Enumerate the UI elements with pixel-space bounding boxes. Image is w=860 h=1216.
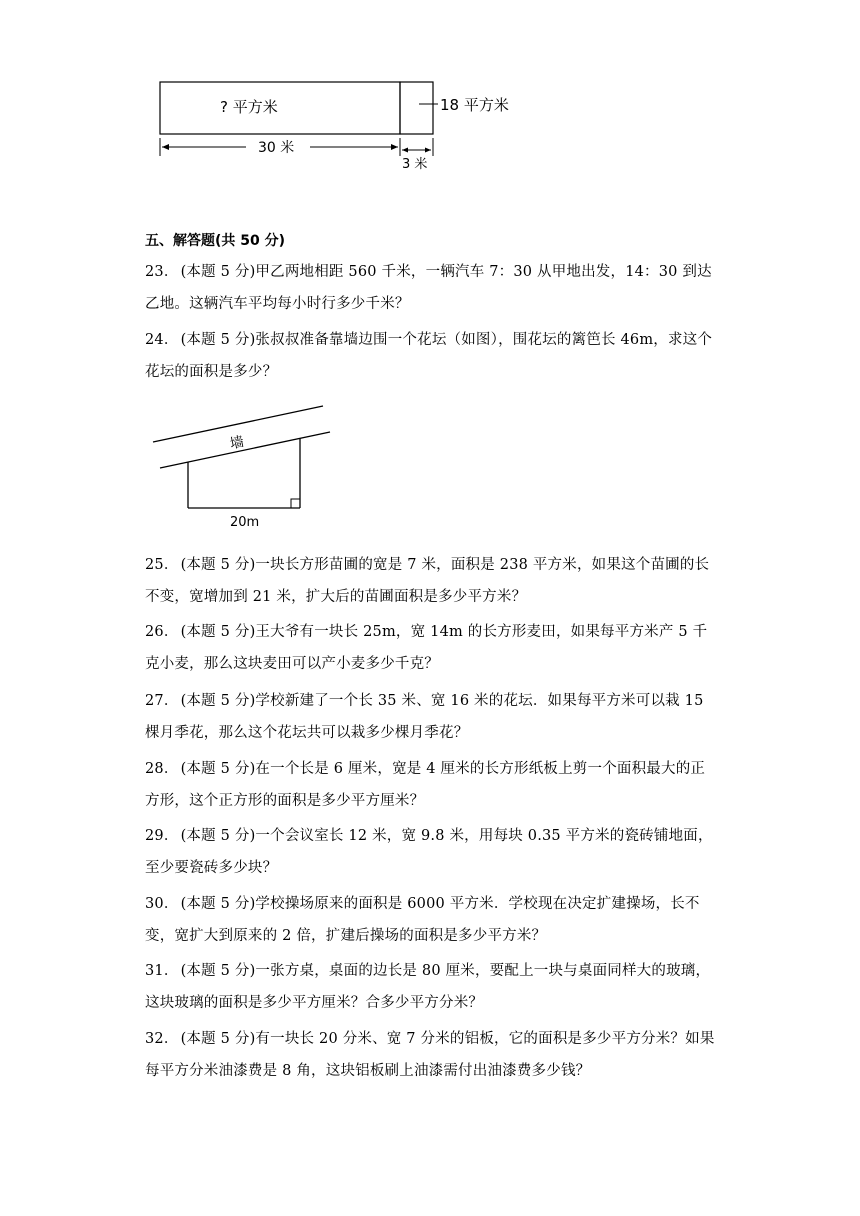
question-32 [145,1023,717,1087]
question-23 [145,256,717,320]
base-length-label: 20m [230,515,260,530]
question-number: 23． [145,264,179,280]
question-29 [145,820,717,884]
question-text: (本题 5 分)一张方桌，桌面的边长是 80 厘米，要配上一块与桌面同样大的玻璃，这块玻璃的面积是多少平方厘米？合多少平方分米？ [145,963,711,1011]
question-number: 28． [145,761,179,777]
dim-arrow-right [391,144,398,150]
question-number: 26． [145,624,179,640]
question-text: (本题 5 分)甲乙两地相距 560 千米，一辆汽车 7：30 从甲地出发，14：30 到达乙地。这辆汽车平均每小时行多少千米？ [145,264,712,312]
question-text: (本题 5 分)王大爷有一块长 25m，宽 14m 的长方形麦田，如果每平方米产 5 千克小麦，那么这块麦田可以产小麦多少千克？ [145,624,708,672]
question-text: (本题 5 分)一块长方形苗圃的宽是 7 米，面积是 238 平方米，如果这个苗圃的长不变，宽增加到 21 米，扩大后的苗圃面积是多少平方米？ [145,557,710,605]
question-number: 27． [145,693,179,709]
dim-arrow-left [162,144,169,150]
question-31 [145,955,717,1019]
wall-line-bottom [160,432,330,468]
question-number: 32． [145,1031,179,1047]
question-number: 24． [145,332,179,348]
question-number: 25． [145,557,179,573]
section-title: 五、解答题(共 50 分) [145,233,286,249]
main-rectangle [160,82,400,134]
question-number: 30． [145,896,179,912]
question-text: (本题 5 分)在一个长是 6 厘米，宽是 4 厘米的长方形纸板上剪一个面积最大的正方形，这个正方形的面积是多少平方厘米？ [145,761,706,809]
question-text: (本题 5 分)有一块长 20 分米、宽 7 分米的铝板，它的面积是多少平方分米？如果每平方分米油漆费是 8 角，这块铝板刷上油漆需付出油漆费多少钱？ [145,1031,715,1079]
question-text: (本题 5 分)学校操场原来的面积是 6000 平方米．学校现在决定扩建操场，长不变，宽扩大到原来的 2 倍，扩建后操场的面积是多少平方米？ [145,896,700,944]
question-text: (本题 5 分)学校新建了一个长 35 米、宽 16 米的花坛．如果每平方米可以栽 15 棵月季花，那么这个花坛共可以栽多少棵月季花？ [145,693,704,741]
area-small-label: 18 平方米 [440,96,509,114]
right-angle-mark [291,499,300,508]
small-rectangle [400,82,433,134]
question-28 [145,753,717,817]
length-small-label: 3 米 [402,157,428,172]
area-unknown-label: ? 平方米 [220,98,278,116]
question-24 [145,324,717,388]
question-25 [145,549,717,613]
dim-arrow-small-right [425,148,431,153]
question-number: 31． [145,963,179,979]
question-26 [145,616,717,680]
wall-label: 墙 [228,433,246,453]
question-number: 29． [145,828,179,844]
question-text: (本题 5 分)一个会议室长 12 米，宽 9.8 米，用每块 0.35 平方米的瓷砖铺地面，至少要瓷砖多少块？ [145,828,713,876]
question-text: (本题 5 分)张叔叔准备靠墙边围一个花坛（如图），围花坛的篱笆长 46m，求这个花坛的面积是多少？ [145,332,713,380]
area-diagram-top [150,74,530,174]
question-27 [145,685,717,749]
question-30 [145,888,717,952]
length-main-label: 30 米 [258,140,295,156]
dim-arrow-small-left [402,148,408,153]
flowerbed-diagram [148,398,338,533]
